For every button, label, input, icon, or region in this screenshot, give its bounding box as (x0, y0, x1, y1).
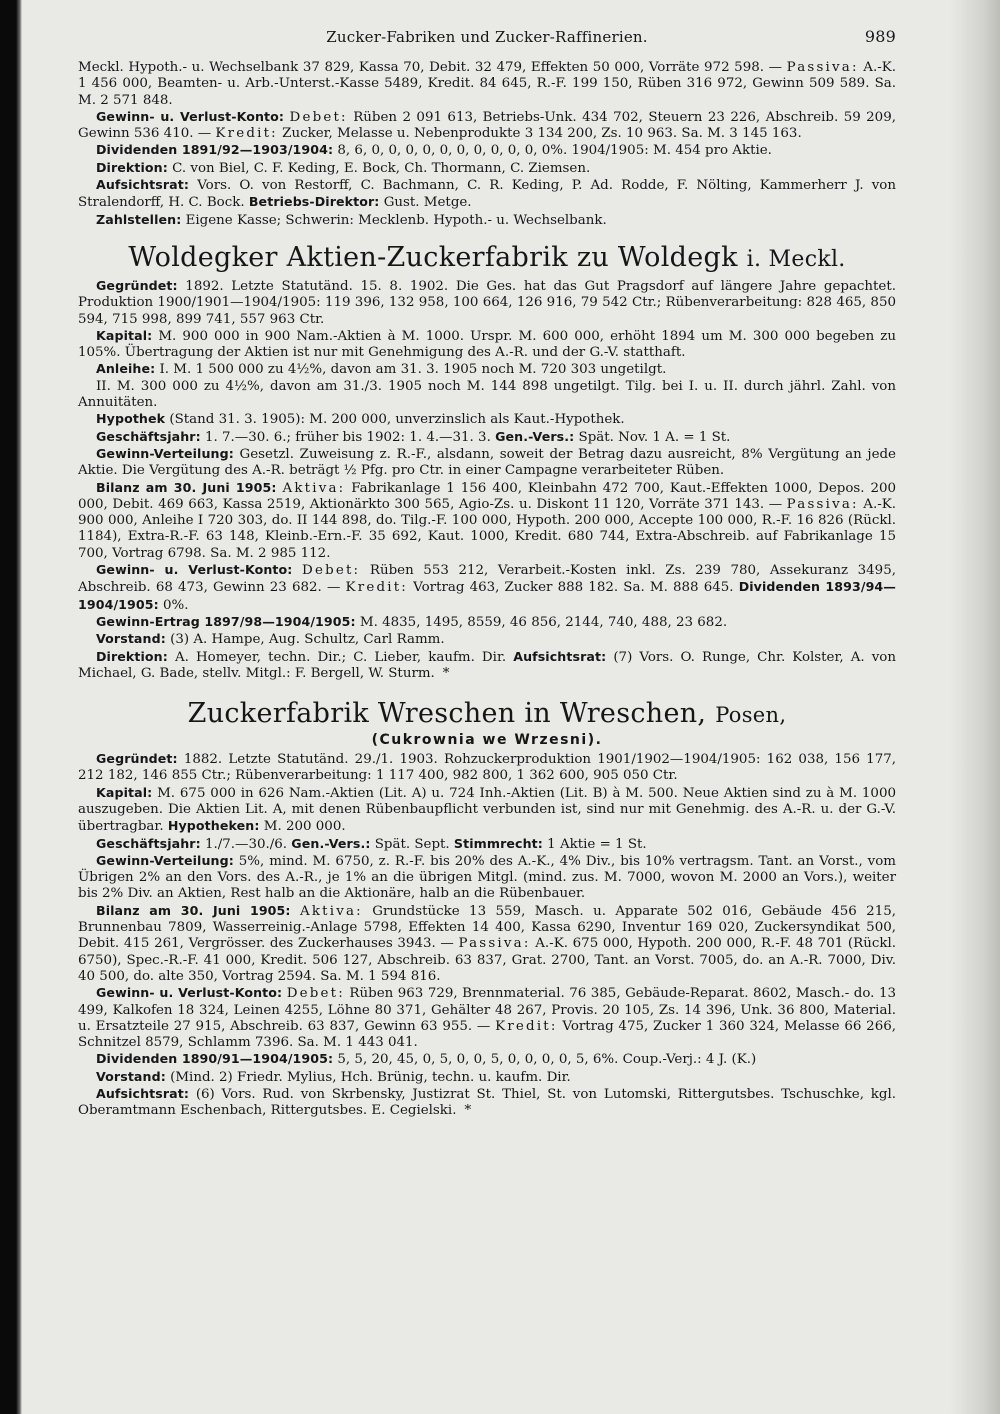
woldegk-kapital: Kapital: M. 900 000 in 900 Nam.-Aktien à M. 1000. Urspr. M. 600 000, erhöht 1894 um M. 300 000 begeben zu 105%. Übertragung der Aktien ist nur mit Genehmigung des A.-R. und der G.-V. statthaft. (78, 327, 896, 361)
wreschen-gv-konto: Gewinn- u. Verlust-Konto: Debet: Rüben 963 729, Brennmaterial. 76 385, Gebäude-Reparat. 8602, Masch.- do. 13 499, Kalkofen 18 324, Leinen 4255, Löhne 80 371, Gehälter 48 267, Provis. 20 105, Zs. 14 396, Unk. 36 800, Material. u. Ersatzteile 27 915, Abschreib. 63 837, Gewinn 63 955. — Kredit: Vortrag 475, Zucker 1 360 324, Melasse 66 266, Schnitzel 8579, Schlamm 7396. Sa. M. 1 443 041. (78, 985, 896, 1051)
woldegk-gewinn-ertrag: Gewinn-Ertrag 1897/98—1904/1905: M. 4835, 1495, 8559, 46 856, 2144, 740, 488, 23 682. (96, 613, 728, 630)
woldegk-geschaeftsjahr: Geschäftsjahr: 1. 7.—30. 6.; früher bis 1902: 1. 4.—31. 3. Gen.-Vers.: Spät. Nov. 1 A. = 1 St. (96, 428, 731, 445)
wreschen-subtitle: (Cukrownia we Wrzesni). (371, 732, 603, 749)
woldegk-vorstand: Vorstand: (3) A. Hampe, Aug. Schultz, Carl Ramm. (96, 631, 445, 648)
page (78, 28, 896, 1120)
wreschen-geschaeftsjahr: Geschäftsjahr: 1./7.—30./6. Gen.-Vers.: Spät. Sept. Stimmrecht: 1 Aktie = 1 St. (96, 835, 647, 852)
prev-gv-konto: Gewinn- u. Verlust-Konto: Debet: Rüben 2 091 613, Betriebs-Unk. 434 702, Steuern 23 226, Abschreib. 59 209, Gewinn 536 410. — Kredit: Zucker, Melasse u. Nebenprodukte 3 134 200, Zs. 10 963. Sa. M. 3 145 163. (78, 108, 896, 142)
woldegk-anleihe-2: II. M. 300 000 zu 4½%, davon am 31./3. 1905 noch M. 144 898 ungetilgt. Tilg. bei I. u. II. durch jährl. Zahl. von Annuitäten. (78, 378, 896, 411)
wreschen-vorstand: Vorstand: (Mind. 2) Friedr. Mylius, Hch. Brünig, techn. u. kaufm. Dir. (96, 1068, 571, 1085)
woldegk-gegruendet: Gegründet: 1892. Letzte Statutänd. 15. 8. 1902. Die Ges. hat das Gut Pragsdorf auf längere Jahre gepachtet. Produktion 1900/1901—1904/1905: 119 396, 132 958, 100 664, 126 916, 79 542 Ctr.; Rübenverarbeitung: 828 465, 850 594, 715 998, 899 741, 557 963 Ctr. (78, 277, 896, 327)
woldegk-anleihe: Anleihe: I. M. 1 500 000 zu 4½%, davon am 31. 3. 1905 noch M. 720 303 ungetilgt. (96, 361, 667, 378)
prev-aufsichtsrat: Aufsichtsrat: Vors. O. von Restorff, C. Bachmann, C. R. Keding, P. Ad. Rodde, F. Nölting, Kammerherr J. von Stralendorff, H. C. Bock. Betriebs-Direktor: Gust. Metge. (78, 177, 896, 211)
wreschen-bilanz: Bilanz am 30. Juni 1905: Aktiva: Grundstücke 13 559, Masch. u. Apparate 502 016, Gebäude 456 215, Brunnenbau 7809, Wasserreinig.-Anlage 5798, Effekten 14 400, Kassa 6290, Inventur 169 020, Zuckersyndikat 500, Debit. 415 261, Vergrösser. des Zuckerhauses 3943. — Passiva: A.-K. 675 000, Hypoth. 200 000, R.-F. 48 701 (Rückl. 6750), Spec.-R.-F. 41 000, Kredit. 506 127, Abschreib. 63 837, Grat. 2700, Tant. an Vorst. 7005, do. an A.-R. 7000, Div. 40 500, do. alte 350, Vortrag 2594. Sa. M. 1 594 816. (78, 902, 896, 984)
wreschen-gewinn-verteilung: Gewinn-Verteilung: 5%, mind. M. 6750, z. R.-F. bis 20% des A.-K., 4% Div., bis 10% vertragsm. Tant. an Vorst., vom Übrigen 2% an den Vors. des A.-R., je 1% an die übrigen Mitgl. (mind. zus. M. 7000, wovon M. 2000 an Vors.), weiter bis 2% Div. an Aktien, Rest halb an die Aktionäre, halb an die Rübenbauer. (78, 852, 896, 902)
prev-direktion: Direktion: C. von Biel, C. F. Keding, E. Bock, Ch. Thormann, C. Ziemsen. (96, 159, 591, 176)
woldegk-gewinn-verteilung: Gewinn-Verteilung: Gesetzl. Zuweisung z. R.-F., alsdann, soweit der Betrag dazu ausreicht, 8% Vergütung an jede Aktie. Die Vergütung des A.-R. beträgt ½ Pfg. pro Ctr. in einer Campagne verarbeiteter Rüben. (78, 445, 896, 479)
prev-zahlstellen: Zahlstellen: Eigene Kasse; Schwerin: Mecklenb. Hypoth.- u. Wechselbank. (96, 211, 607, 228)
wreschen-gegruendet: Gegründet: 1882. Letzte Statutänd. 29./1. 1903. Rohzuckerproduktion 1901/1902—1904/1905: 162 038, 156 177, 212 182, 146 855 Ctr.; Rübenverarbeitung: 1 117 400, 982 800, 1 362 600, 905 050 Ctr. (78, 751, 896, 784)
woldegk-title: Woldegker Aktien-Zuckerfabrik zu Woldegk i. Meckl. (128, 241, 846, 273)
woldegk-gv-konto: Gewinn- u. Verlust-Konto: Debet: Rüben 553 212, Verarbeit.-Kosten inkl. Zs. 239 780, Assekuranz 3495, Abschreib. 68 473, Gewinn 23 682. — Kredit: Vortrag 463, Zucker 888 182. Sa. M. 888 645. Dividenden 1893/94—1904/1905: 0%. (78, 562, 896, 613)
prev-dividenden: Dividenden 1891/92—1903/1904: 8, 6, 0, 0, 0, 0, 0, 0, 0, 0, 0, 0, 0%. 1904/1905: M. 454 pro Aktie. (96, 142, 772, 159)
wreschen-aufsichtsrat: Aufsichtsrat: (6) Vors. Rud. von Skrbensky, Justizrat St. Thiel, St. von Lutomski, Rittergutsbes. Tschuschke, kgl. Oberamtmann Eschenbach, Rittergutsbes. E. Cegielski. * (78, 1086, 896, 1119)
scan-left-edge (0, 0, 22, 1414)
running-header (78, 28, 896, 46)
woldegk-bilanz: Bilanz am 30. Juni 1905: Aktiva: Fabrikanlage 1 156 400, Kleinbahn 472 700, Kaut.-Effekten 1000, Depos. 200 000, Debit. 469 663, Kassa 2519, Aktionärkto 300 565, Agio-Zs. u. Diskont 11 120, Vorräte 371 143. — Passiva: A.-K. 900 000, Anleihe I 720 303, do. II 144 898, do. Tilg.-F. 100 000, Hypoth. 200 000, Accepte 100 000, R.-F. 16 826 (Rückl. 1184), Extra-R.-F. 63 148, Kleinb.-Ern.-F. 35 692, Kaut. 1000, Kredit. 680 744, Extra-Abschreib. auf Fabrikanlage 15 700, Vortrag 6798. Sa. M. 2 985 112. (78, 479, 897, 561)
wreschen-title: Zuckerfabrik Wreschen in Wreschen, Posen, (187, 698, 787, 730)
scan-right-edge (950, 0, 1000, 1414)
prev-balance: Meckl. Hypoth.- u. Wechselbank 37 829, Kassa 70, Debit. 32 479, Effekten 50 000, Vorräte 972 598. — Passiva: A.-K. 1 456 000, Beamten- u. Arb.-Unterst.-Kasse 5489, Kredit. 84 645, R.-F. 199 150, Rüben 316 972, Gewinn 509 589. Sa. M. 2 571 848. (78, 60, 897, 108)
page-number: 989 (864, 27, 896, 46)
woldegk-hypothek: Hypothek (Stand 31. 3. 1905): M. 200 000, unverzinslich als Kaut.-Hypothek. (96, 411, 625, 428)
footnote-star: * (442, 665, 450, 681)
footnote-star: * (464, 1103, 472, 1119)
wreschen-dividenden: Dividenden 1890/91—1904/1905: 5, 5, 20, 45, 0, 5, 0, 0, 5, 0, 0, 0, 0, 5, 6%. Coup.-Verj.: 4 J. (K.) (96, 1051, 757, 1068)
woldegk-direktion: Direktion: A. Homeyer, techn. Dir.; C. Lieber, kaufm. Dir. Aufsichtsrat: (7) Vors. O. Runge, Chr. Kolster, A. von Michael, G. Bade, stellv. Mitgl.: F. Bergell, W. Sturm. * (78, 648, 896, 681)
wreschen-kapital: Kapital: M. 675 000 in 626 Nam.-Aktien (Lit. A) u. 724 Inh.-Aktien (Lit. B) à M. 500. Neue Aktien sind zu à M. 1000 auszugeben. Die Aktien Lit. A, mit denen Rübenbaupflicht verbunden ist, sind nur mit Genehmig. des A.-R. u. der G.-V. übertragbar. Hypotheken: M. 200 000. (78, 784, 896, 835)
running-title: Zucker-Fabriken und Zucker-Raffinerien. (326, 28, 648, 46)
